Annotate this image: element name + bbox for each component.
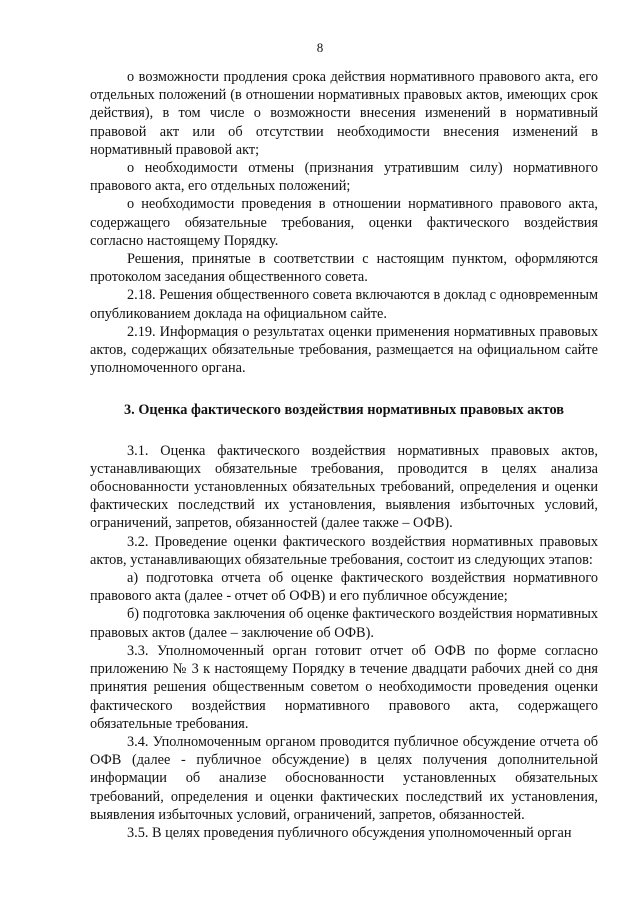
paragraph: 2.19. Информация о результатах оценки применения нормативных правовых актов, содержащих обязательные требования, размещается на официальном сайте уполномоченного органа. [90,323,598,377]
paragraph: б) подготовка заключения об оценке фактического воздействия нормативных правовых актов (далее – заключение об ОФВ). [90,606,598,641]
paragraph: Решения, принятые в соответствии с настоящим пунктом, оформляются протоколом заседания общественного совета. [90,251,598,286]
paragraph: о возможности продления срока действия нормативного правового акта, его отдельных положений (в отношении нормативных правовых актов, имеющих срок действия), в том числе о возможности внесения изменений в нормативный правовой акт или об отсутствии необходимости внесения изменений в нормативный правовой акт; [90,69,598,158]
page-number: 8 [316,40,324,55]
paragraph: 3.5. В целях проведения публичного обсуждения уполномоченный орган [127,824,572,841]
paragraph: 3.1. Оценка фактического воздействия нормативных правовых актов, устанавливающих обязательные требования, проводится в целях анализа обоснованности установленных обязательных требований, определения и оценки фактических последствий их установления, выявления избыточных условий, ограничений, запретов, обязанностей (далее также – ОФВ). [90,442,598,532]
document-body [90,68,598,842]
paragraph: 3.4. Уполномоченным органом проводится публичное обсуждение отчета об ОФВ (далее - публичное обсуждение) в целях получения дополнительной информации об анализе обоснованности установленных обязательных требований, определения и оценки фактических последствий их установления, выявления избыточных условий, ограничений, запретов, обязанностей. [90,733,598,823]
paragraph: 3.2. Проведение оценки фактического воздействия нормативных правовых актов, устанавливающих обязательные требования, состоит из следующих этапов: [90,533,598,568]
paragraph: 2.18. Решения общественного совета включаются в доклад с одновременным опубликованием доклада на официальном сайте. [90,287,598,322]
paragraph: о необходимости проведения в отношении нормативного правового акта, содержащего обязательные требования, оценки фактического воздействия согласно настоящему Порядку. [90,196,598,249]
section-heading: 3. Оценка фактического воздействия нормативных правовых актов [124,402,564,419]
paragraph: о необходимости отмены (признания утратившим силу) нормативного правового акта, его отдельных положений; [90,160,598,195]
paragraph: 3.3. Уполномоченный орган готовит отчет об ОФВ по форме согласно приложению № 3 к настоящему Порядку в течение двадцати рабочих дней со дня принятия решения общественным советом о необходимости проведения оценки фактического воздействия нормативного правового акта, содержащего обязательные требования. [90,642,598,732]
paragraph: а) подготовка отчета об оценке фактического воздействия нормативного правового акта (далее - отчет об ОФВ) и его публичное обсуждение; [90,570,598,605]
